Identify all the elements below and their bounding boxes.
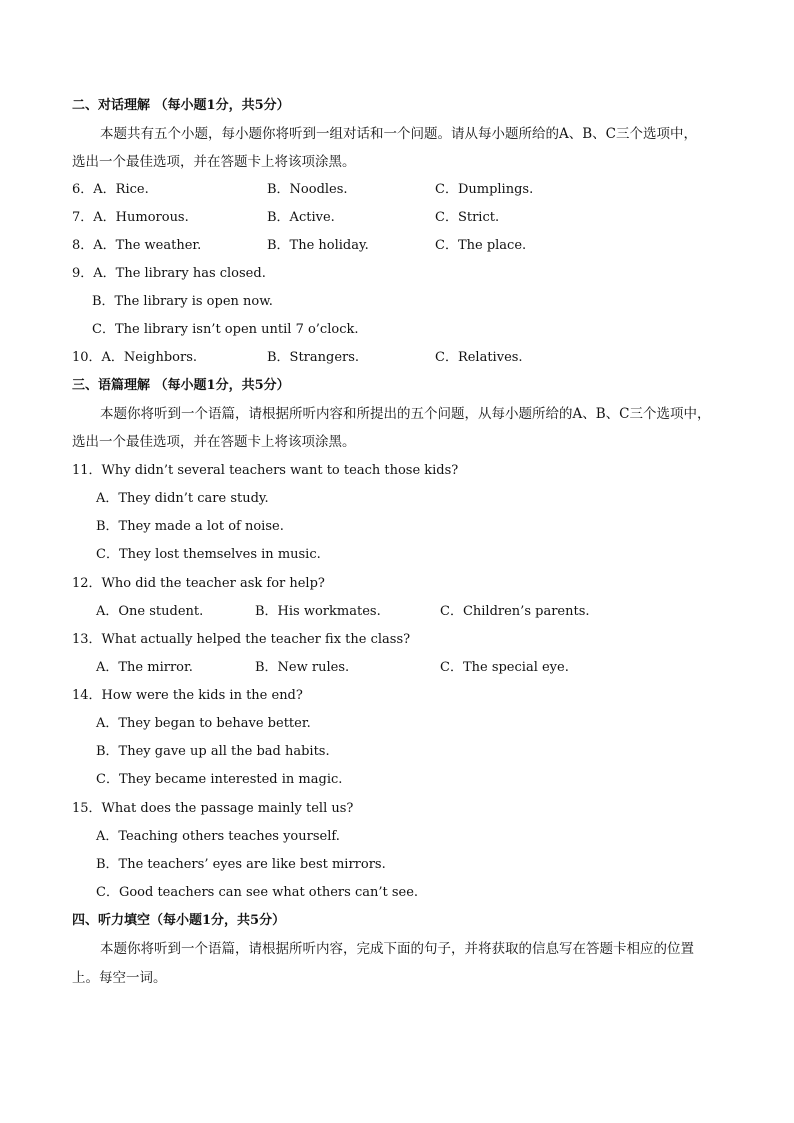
q11-option-c: C．They lost themselves in music. bbox=[96, 547, 321, 562]
section3-heading: 三、语篇理解 （每小题1分，共5分） bbox=[72, 378, 290, 393]
q7-option-b: B．Active. bbox=[267, 210, 335, 225]
q8-option-b: B．The holiday. bbox=[267, 238, 369, 253]
q13-stem: 13．What actually helped the teacher fix the class? bbox=[72, 632, 411, 647]
q11-stem: 11．Why didn’t several teachers want to teach those kids? bbox=[72, 463, 459, 478]
q6-option-b: B．Noodles. bbox=[267, 182, 348, 197]
q8-option-a: 8．A．The weather. bbox=[72, 238, 202, 253]
q10-option-c: C．Relatives. bbox=[435, 350, 523, 365]
q7-option-c: C．Strict. bbox=[435, 210, 500, 225]
q7-option-a: 7．A．Humorous. bbox=[72, 210, 189, 225]
q11-option-a: A．They didn’t care study. bbox=[96, 491, 269, 506]
section3-intro-line1: 本题你将听到一个语篇，请根据所听内容和所提出的五个问题，从每小题所给的A、B、C三个选项中， bbox=[100, 406, 711, 422]
q14-option-b: B．They gave up all the bad habits. bbox=[96, 744, 330, 759]
q15-option-b: B．The teachers’ eyes are like best mirrors. bbox=[96, 857, 386, 872]
q12-option-b: B．His workmates. bbox=[255, 604, 381, 619]
q12-option-a: A．One student. bbox=[96, 604, 204, 619]
q9-option-c: C．The library isn’t open until 7 o’clock. bbox=[92, 322, 359, 337]
q6-option-a: 6．A．Rice. bbox=[72, 182, 149, 197]
q15-option-c: C．Good teachers can see what others can’t see. bbox=[96, 885, 419, 900]
q9-option-b: B．The library is open now. bbox=[92, 294, 273, 309]
q14-option-c: C．They became interested in magic. bbox=[96, 772, 343, 787]
q15-option-a: A．Teaching others teaches yourself. bbox=[96, 829, 340, 844]
q14-stem: 14．How were the kids in the end? bbox=[72, 688, 303, 703]
q8-option-c: C．The place. bbox=[435, 238, 527, 253]
q12-stem: 12．Who did the teacher ask for help? bbox=[72, 576, 325, 591]
q6-option-c: C．Dumplings. bbox=[435, 182, 534, 197]
section2-intro-line2: 选出一个最佳选项，并在答题卡上将该项涂黑。 bbox=[72, 154, 356, 170]
section4-intro-line2: 上。每空一词。 bbox=[72, 970, 167, 986]
q13-option-c: C．The special eye. bbox=[440, 660, 569, 675]
q12-option-c: C．Children’s parents. bbox=[440, 604, 590, 619]
section2-heading: 二、对话理解 （每小题1分，共5分） bbox=[72, 98, 290, 113]
q10-option-b: B．Strangers. bbox=[267, 350, 360, 365]
section4-heading: 四、听力填空（每小题1分，共5分） bbox=[72, 913, 286, 928]
q13-option-b: B．New rules. bbox=[255, 660, 350, 675]
section4-intro-line1: 本题你将听到一个语篇，请根据所听内容，完成下面的句子，并将获取的信息写在答题卡相应的位置 bbox=[100, 941, 694, 957]
q10-option-a: 10．A．Neighbors. bbox=[72, 350, 198, 365]
q11-option-b: B．They made a lot of noise. bbox=[96, 519, 284, 534]
q9-option-a: 9．A．The library has closed. bbox=[72, 266, 266, 281]
section2-intro-line1: 本题共有五个小题，每小题你将听到一组对话和一个问题。请从每小题所给的A、B、C三个选项中， bbox=[100, 126, 697, 142]
q15-stem: 15．What does the passage mainly tell us? bbox=[72, 801, 354, 816]
q13-option-a: A．The mirror. bbox=[96, 660, 193, 675]
q14-option-a: A．They began to behave better. bbox=[96, 716, 311, 731]
section3-intro-line2: 选出一个最佳选项，并在答题卡上将该项涂黑。 bbox=[72, 434, 356, 450]
